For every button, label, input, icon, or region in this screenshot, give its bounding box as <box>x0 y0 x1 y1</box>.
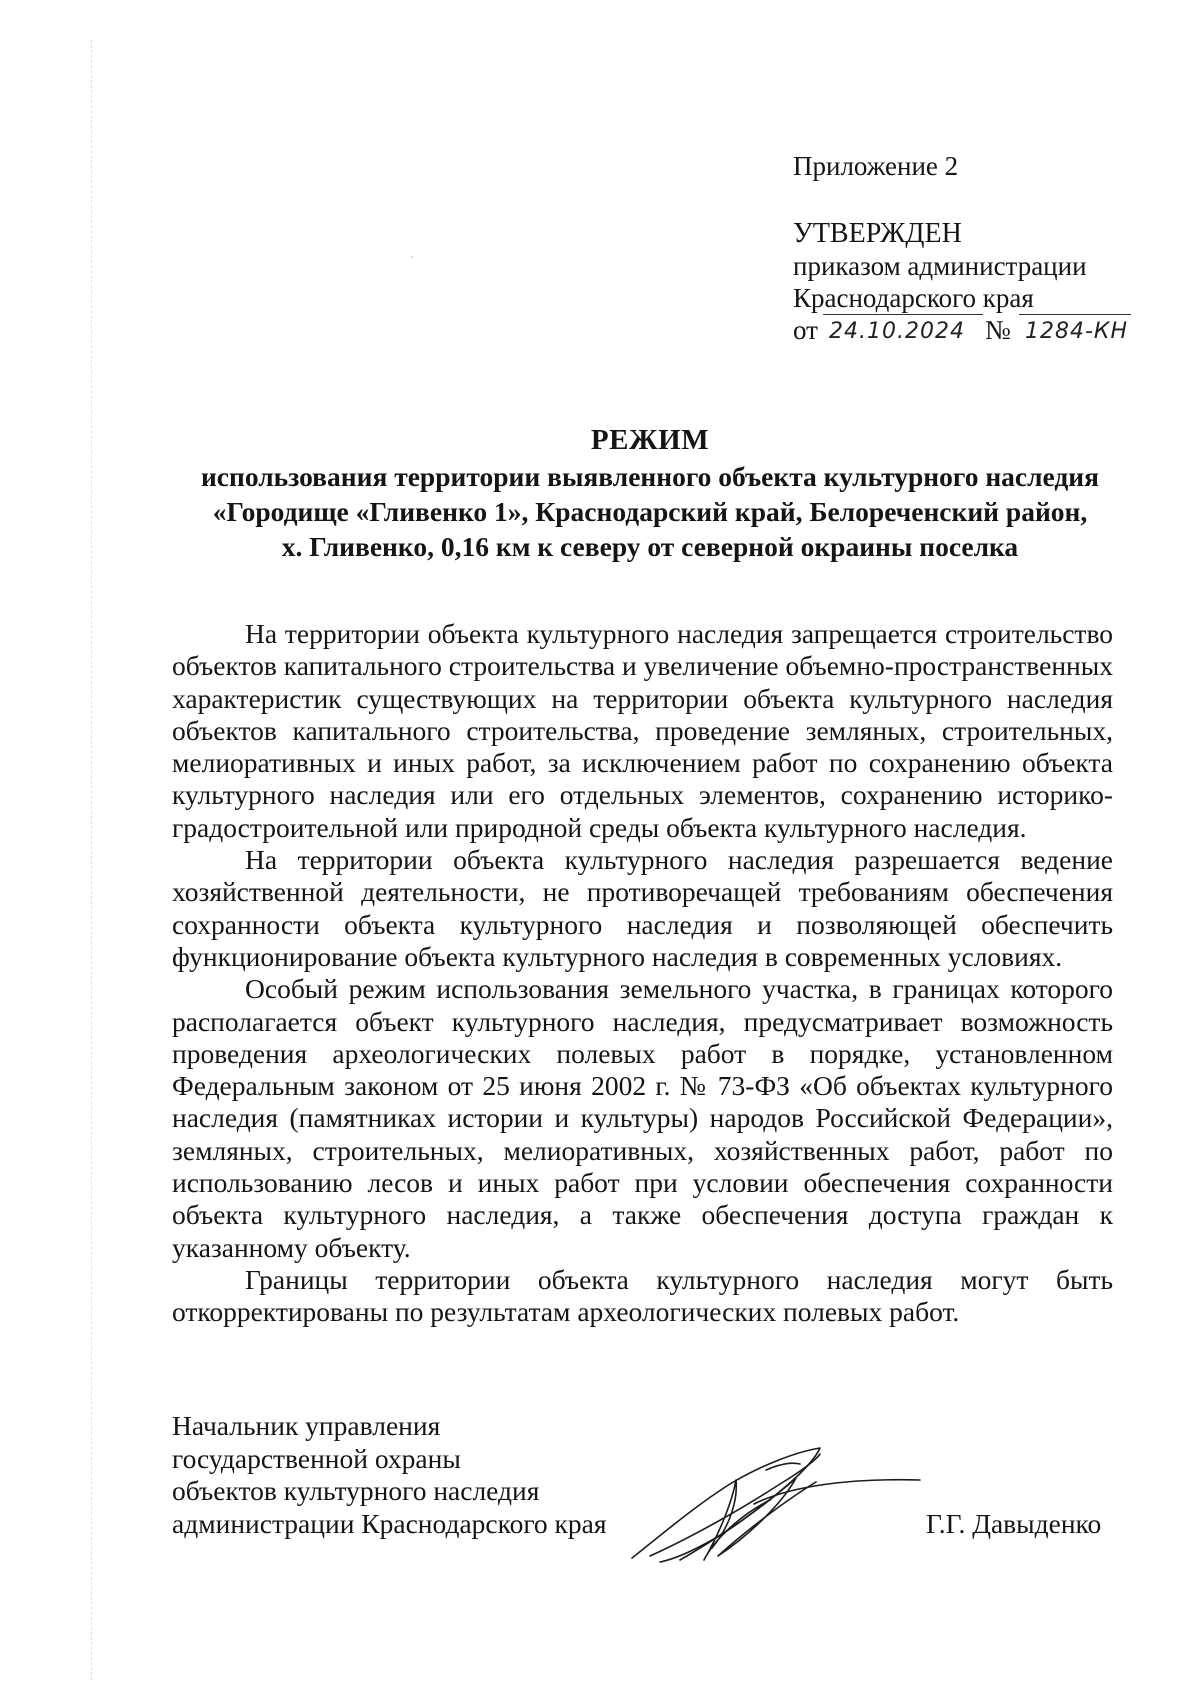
document-title <box>100 423 1200 564</box>
body-text <box>172 618 1113 1329</box>
approval-stamp: УТВЕРЖДЕН <box>793 218 962 249</box>
approval-block <box>793 150 1129 354</box>
title-heading: РЕЖИМ <box>590 424 710 456</box>
order-number-handwritten: 1284-КН <box>1025 319 1129 344</box>
paragraph-1: На территории объекта культурного наследия запрещается строительство объектов капитального строительства и увеличение объемно-пространственных характеристик существующих на территории объекта культурного наследия объектов капитального строительства, проведение земляных, строительных, мелиоративных и иных работ, за исключением работ по сохранению объекта культурного наследия или его отдельных элементов, сохранению историко-градостроительной или природной среды объекта культурного наследия. <box>172 618 1113 843</box>
from-label: от <box>793 315 818 345</box>
handwritten-signature <box>620 1440 940 1570</box>
order-date-number-line <box>793 314 1129 354</box>
approval-line-2: Краснодарского края <box>793 283 1034 313</box>
number-underline <box>1019 314 1131 315</box>
title-line-2: «Городище «Гливенко 1», Краснодарский край, Белореченский район, <box>212 496 1088 527</box>
signatory-line-3: объектов культурного наследия <box>172 1475 540 1506</box>
date-underline <box>823 314 983 315</box>
signatory-position <box>172 1410 607 1540</box>
paragraph-3: Особый режим использования земельного участка, в границах которого располагается объект культурного наследия, предусматривает возможность проведения археологических полевых работ в порядке, установленном Федеральным законом от 25 июня 2002 г. № 73-ФЗ «Об объектах культурного наследия (памятниках истории и культуры) народов Российской Федерации», земляных, строительных, мелиоративных, хозяйственных работ, работ по использованию лесов и иных работ при условии обеспечения сохранности объекта культурного наследия, а также обеспечения доступа граждан к указанному объекту. <box>172 973 1113 1263</box>
paragraph-4: Границы территории объекта культурного наследия могут быть откорректированы по результатам археологических полевых работ. <box>172 1263 1113 1328</box>
paragraph-2: На территории объекта культурного наследия разрешается ведение хозяйственной деятельности, не противоречащей требованиям обеспечения сохранности объекта культурного наследия и позволяющей обеспечить функционирование объекта культурного наследия в современных условиях. <box>172 844 1113 972</box>
signatory-line-4: администрации Краснодарского края <box>172 1507 607 1539</box>
signatory-name: Г.Г. Давыденко <box>926 1508 1102 1539</box>
signatory-line-2: государственной охраны <box>172 1442 461 1474</box>
scan-speck <box>411 256 413 258</box>
approval-line-1: приказом администрации <box>793 251 1087 281</box>
order-date-handwritten: 24.10.2024 <box>829 319 965 344</box>
annex-label: Приложение 2 <box>793 151 959 181</box>
number-label: № <box>985 315 1011 345</box>
scan-edge-line <box>91 40 92 1680</box>
signatory-line-1: Начальник управления <box>172 1410 441 1441</box>
title-line-3: х. Гливенко, 0,16 км к северу от северной окраины поселка <box>281 531 1019 562</box>
title-line-1: использования территории выявленного объекта культурного наследия <box>200 461 1100 492</box>
